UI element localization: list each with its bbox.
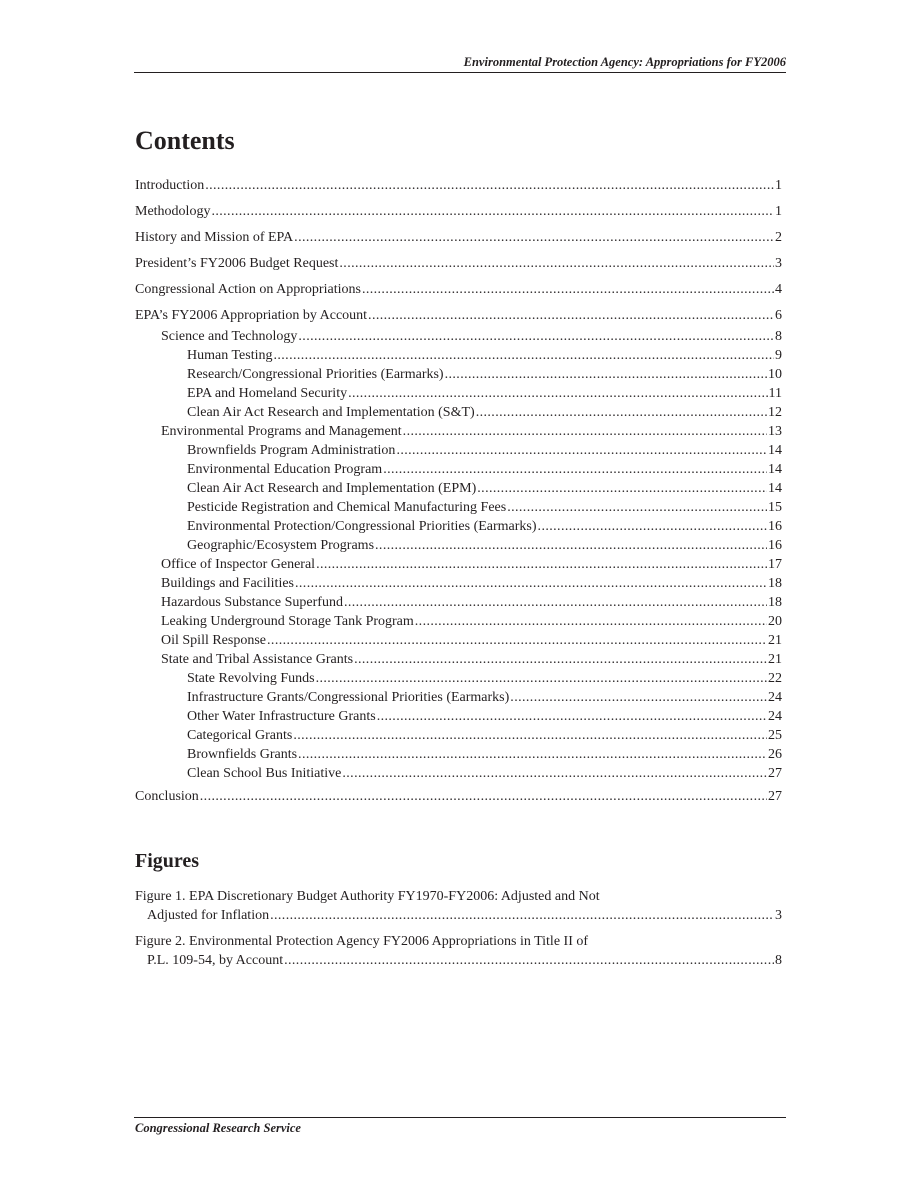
figure-entry-1-line1[interactable]: Figure 1. EPA Discretionary Budget Authority FY1970-FY2006: Adjusted and Not	[135, 889, 600, 904]
toc-entry-brownfields-admin[interactable]	[187, 442, 782, 460]
toc-entry-title: State and Tribal Assistance Grants	[161, 652, 354, 667]
toc-entry-history-and-mission[interactable]	[135, 229, 782, 247]
toc-entry-homeland-security[interactable]	[187, 385, 782, 403]
toc-entry-title: Hazardous Substance Superfund	[161, 595, 343, 610]
toc-entry-leaking-tanks[interactable]	[161, 613, 782, 631]
running-header: Environmental Protection Agency: Appropriations for FY2006	[463, 55, 786, 69]
dot-leader	[295, 575, 767, 593]
toc-entry-methodology[interactable]	[135, 203, 782, 221]
dot-leader	[477, 480, 767, 498]
toc-entry-title: Pesticide Registration and Chemical Manufacturing Fees	[187, 500, 507, 515]
running-footer: Congressional Research Service	[135, 1121, 301, 1135]
toc-entry-page: 18	[768, 576, 782, 591]
figure-entry-2[interactable]	[147, 952, 782, 970]
toc-entry-title: Environmental Programs and Management	[161, 424, 402, 439]
toc-entry-title: Office of Inspector General	[161, 557, 316, 572]
toc-entry-page: 17	[768, 557, 782, 572]
dot-leader	[507, 499, 767, 517]
figure-entry-1[interactable]	[147, 907, 782, 925]
toc-entry-clean-air-epm[interactable]	[187, 480, 782, 498]
toc-entry-conclusion[interactable]	[135, 788, 782, 806]
toc-entry-page: 10	[768, 367, 782, 382]
toc-entry-science-and-technology[interactable]	[161, 328, 782, 346]
dot-leader	[293, 727, 767, 745]
toc-entry-page: 1	[775, 204, 782, 219]
dot-leader	[368, 307, 774, 325]
toc-entry-title: EPA’s FY2006 Appropriation by Account	[135, 308, 368, 323]
toc-entry-page: 16	[768, 519, 782, 534]
toc-entry-page: 14	[768, 462, 782, 477]
toc-entry-page: 26	[768, 747, 782, 762]
toc-entry-state-tribal-grants[interactable]	[161, 651, 782, 669]
toc-entry-other-water-grants[interactable]	[187, 708, 782, 726]
toc-entry-page: 12	[768, 405, 782, 420]
dot-leader	[354, 651, 767, 669]
toc-entry-title: Introduction	[135, 178, 205, 193]
toc-entry-page: 16	[768, 538, 782, 553]
toc-entry-title: Conclusion	[135, 789, 199, 804]
toc-entry-title: Geographic/Ecosystem Programs	[187, 538, 375, 553]
dot-leader	[200, 788, 767, 806]
toc-entry-page: 11	[768, 386, 782, 401]
dot-leader	[342, 765, 767, 783]
toc-entry-page: 3	[775, 908, 782, 923]
toc-entry-brownfields-grants[interactable]	[187, 746, 782, 764]
toc-entry-page: 14	[768, 481, 782, 496]
toc-entry-appropriation-by-account[interactable]	[135, 307, 782, 325]
toc-entry-clean-air-st[interactable]	[187, 404, 782, 422]
dot-leader	[396, 442, 767, 460]
toc-entry-title: Congressional Action on Appropriations	[135, 282, 361, 297]
toc-entry-title: Human Testing	[187, 348, 273, 363]
toc-entry-page: 22	[768, 671, 782, 686]
dot-leader	[294, 229, 774, 247]
dot-leader	[273, 347, 774, 365]
toc-entry-pesticide-fees[interactable]	[187, 499, 782, 517]
toc-entry-page: 8	[775, 953, 782, 968]
dot-leader	[362, 281, 774, 299]
toc-entry-congressional-action[interactable]	[135, 281, 782, 299]
toc-entry-title: Infrastructure Grants/Congressional Priorities (Earmarks)	[187, 690, 510, 705]
toc-entry-title: EPA and Homeland Security	[187, 386, 348, 401]
toc-entry-page: 15	[768, 500, 782, 515]
footer-rule	[134, 1117, 786, 1118]
dot-leader	[284, 952, 774, 970]
toc-entry-state-revolving-funds[interactable]	[187, 670, 782, 688]
dot-leader	[375, 537, 767, 555]
toc-entry-title: Clean Air Act Research and Implementation (EPM)	[187, 481, 477, 496]
toc-entry-page: 1	[775, 178, 782, 193]
toc-entry-title: Other Water Infrastructure Grants	[187, 709, 376, 724]
dot-leader	[316, 556, 767, 574]
dot-leader	[476, 404, 767, 422]
dot-leader	[267, 632, 767, 650]
toc-entry-title: State Revolving Funds	[187, 671, 315, 686]
figures-heading: Figures	[135, 850, 200, 872]
toc-entry-title: Brownfields Grants	[187, 747, 298, 762]
toc-entry-page: 6	[775, 308, 782, 323]
toc-entry-title: Oil Spill Response	[161, 633, 267, 648]
toc-entry-page: 14	[768, 443, 782, 458]
toc-entry-page: 9	[775, 348, 782, 363]
dot-leader	[298, 328, 774, 346]
toc-entry-title: Research/Congressional Priorities (Earmarks)	[187, 367, 444, 382]
dot-leader	[339, 255, 774, 273]
toc-entry-title: Environmental Protection/Congressional Priorities (Earmarks)	[187, 519, 537, 534]
toc-entry-categorical-grants[interactable]	[187, 727, 782, 745]
toc-entry-page: 21	[768, 652, 782, 667]
toc-entry-inspector-general[interactable]	[161, 556, 782, 574]
toc-entry-title: Science and Technology	[161, 329, 298, 344]
toc-entry-superfund[interactable]	[161, 594, 782, 612]
toc-entry-title: Clean Air Act Research and Implementation (S&T)	[187, 405, 475, 420]
toc-entry-page: 2	[775, 230, 782, 245]
toc-entry-page: 3	[775, 256, 782, 271]
dot-leader	[383, 461, 767, 479]
toc-entry-title: Buildings and Facilities	[161, 576, 294, 591]
dot-leader	[316, 670, 767, 688]
toc-entry-presidents-budget-request[interactable]	[135, 255, 782, 273]
toc-entry-page: 18	[768, 595, 782, 610]
toc-entry-oil-spill[interactable]	[161, 632, 782, 650]
dot-leader	[211, 203, 774, 221]
toc-entry-page: 27	[768, 766, 782, 781]
toc-entry-environmental-education[interactable]	[187, 461, 782, 479]
toc-entry-title: Adjusted for Inflation	[147, 908, 270, 923]
toc-entry-title: Methodology	[135, 204, 211, 219]
contents-heading: Contents	[135, 126, 235, 155]
dot-leader	[298, 746, 767, 764]
toc-entry-page: 24	[768, 709, 782, 724]
toc-entry-page: 20	[768, 614, 782, 629]
toc-entry-human-testing[interactable]	[187, 347, 782, 365]
toc-entry-geographic-ecosystem[interactable]	[187, 537, 782, 555]
toc-entry-title: Leaking Underground Storage Tank Program	[161, 614, 414, 629]
toc-entry-page: 24	[768, 690, 782, 705]
toc-entry-introduction[interactable]	[135, 177, 782, 195]
toc-entry-page: 27	[768, 789, 782, 804]
toc-entry-page: 13	[768, 424, 782, 439]
dot-leader	[403, 423, 767, 441]
toc-entry-title: Environmental Education Program	[187, 462, 383, 477]
toc-entry-page: 8	[775, 329, 782, 344]
dot-leader	[445, 366, 767, 384]
header-rule	[134, 72, 786, 73]
toc-entry-clean-school-bus[interactable]	[187, 765, 782, 783]
toc-entry-environmental-protection-earmarks[interactable]	[187, 518, 782, 536]
dot-leader	[344, 594, 767, 612]
toc-entry-page: 21	[768, 633, 782, 648]
toc-entry-research-earmarks[interactable]	[187, 366, 782, 384]
dot-leader	[205, 177, 774, 195]
toc-entry-infrastructure-earmarks[interactable]	[187, 689, 782, 707]
toc-entry-page: 25	[768, 728, 782, 743]
toc-entry-buildings-facilities[interactable]	[161, 575, 782, 593]
toc-entry-title: P.L. 109-54, by Account	[147, 953, 284, 968]
figure-entry-2-line1[interactable]: Figure 2. Environmental Protection Agency FY2006 Appropriations in Title II of	[135, 934, 589, 949]
dot-leader	[348, 385, 767, 403]
toc-entry-title: Clean School Bus Initiative	[187, 766, 342, 781]
toc-entry-title: Categorical Grants	[187, 728, 293, 743]
toc-entry-environmental-programs[interactable]	[161, 423, 782, 441]
dot-leader	[538, 518, 767, 536]
dot-leader	[270, 907, 774, 925]
dot-leader	[510, 689, 767, 707]
toc-entry-page: 4	[775, 282, 782, 297]
toc-entry-title: President’s FY2006 Budget Request	[135, 256, 339, 271]
toc-entry-title: History and Mission of EPA	[135, 230, 294, 245]
dot-leader	[415, 613, 767, 631]
dot-leader	[377, 708, 767, 726]
toc-entry-title: Brownfields Program Administration	[187, 443, 396, 458]
